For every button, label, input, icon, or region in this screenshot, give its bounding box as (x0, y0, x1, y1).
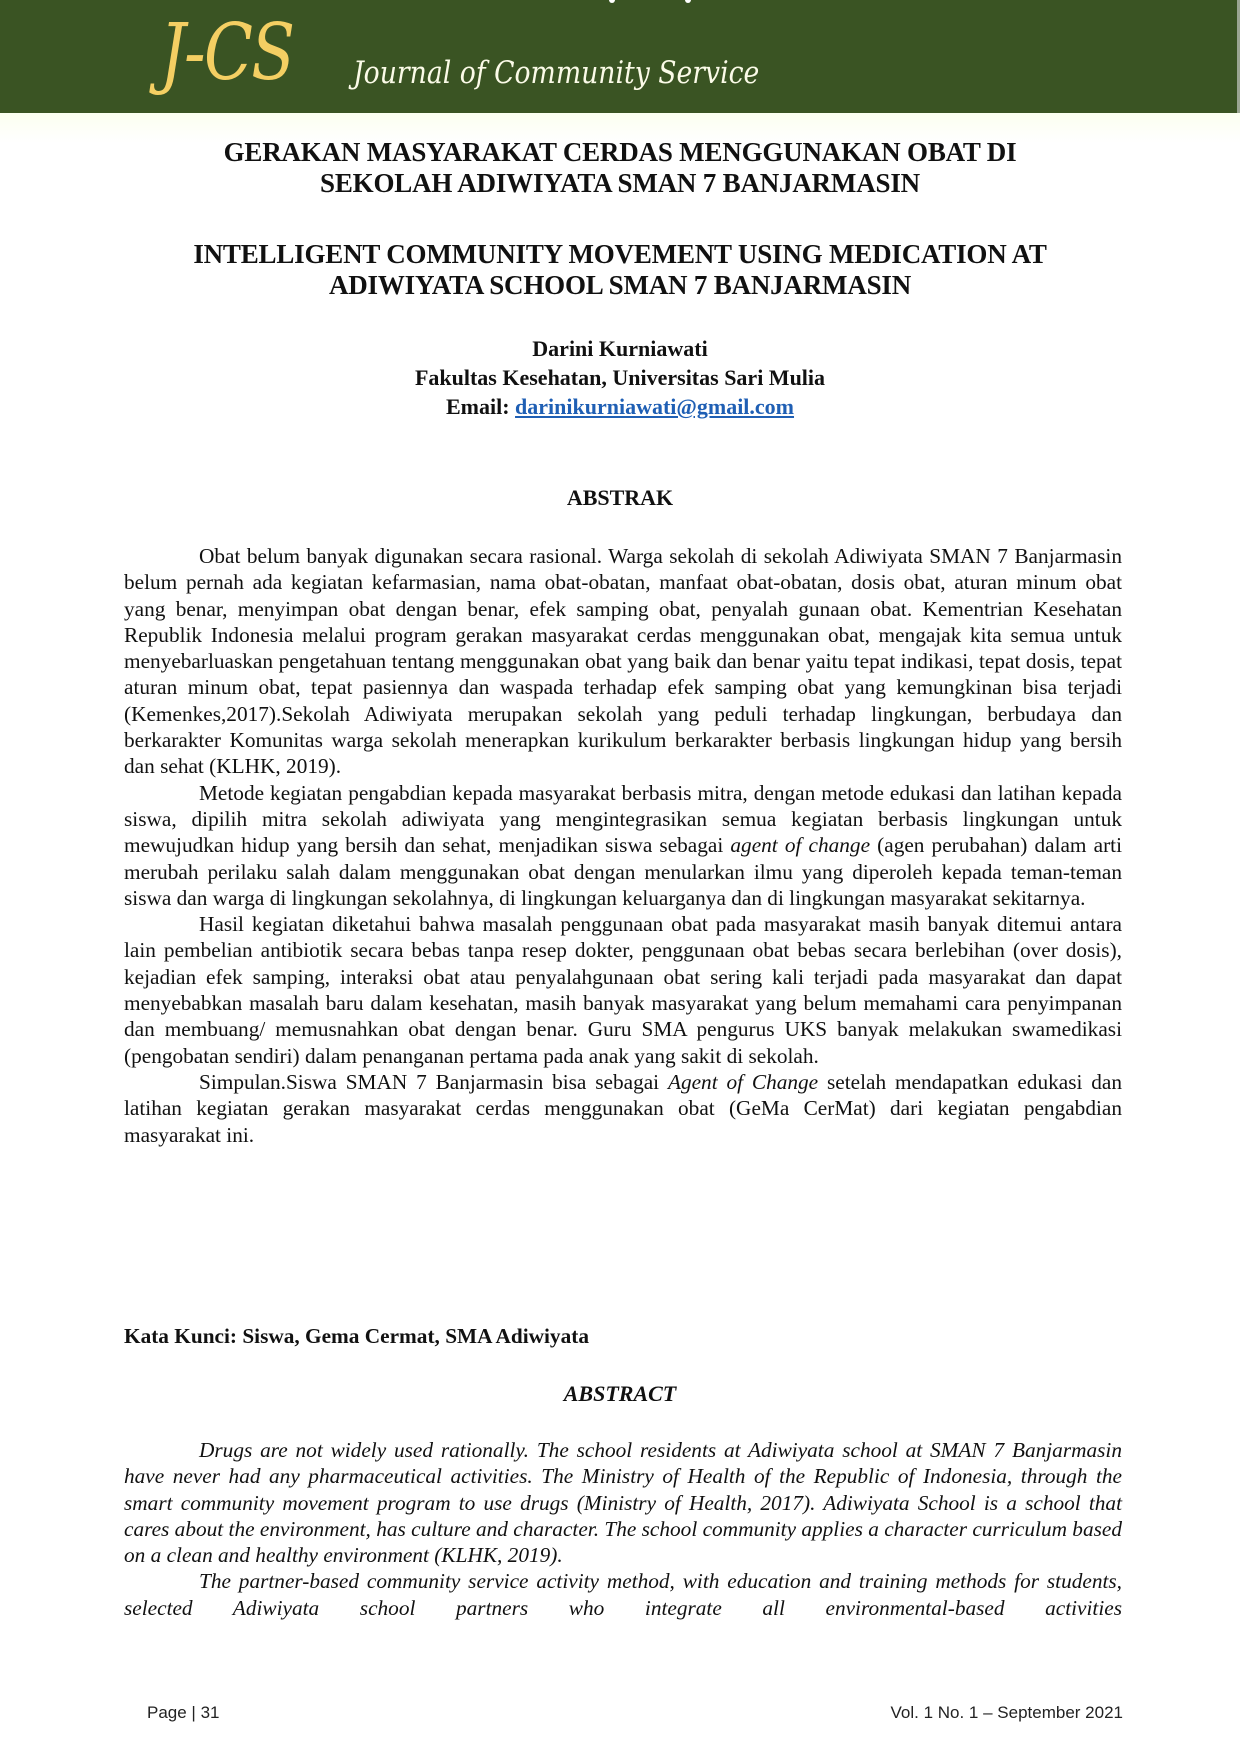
author-affiliation: Fakultas Kesehatan, Universitas Sari Mulia (414, 365, 826, 390)
italic-term: Agent of Change (667, 1069, 819, 1094)
title-english-line2: ADIWIYATA SCHOOL SMAN 7 BANJARMASIN (328, 270, 912, 300)
author-email-line (0, 392, 1240, 421)
title-indonesian-line2: SEKOLAH ADIWIYATA SMAN 7 BANJARMASIN (320, 168, 920, 198)
title-english (0, 239, 1240, 301)
abstrak-paragraph-2 (124, 780, 1122, 911)
abstract-paragraph-2: The partner-based community service activity method, with education and training methods for students, selected Adiwiyata school partners who integrate all environmental-based activities (124, 1569, 1122, 1620)
abstract-heading: ABSTRACT (563, 1381, 677, 1406)
page-number: Page | 31 (147, 1703, 220, 1722)
journal-banner (0, 0, 1237, 113)
abstrak-heading: ABSTRAK (566, 485, 674, 510)
abstrak-body (124, 543, 1122, 1148)
author-email-link[interactable]: darinikurniawati@gmail.com (515, 394, 795, 419)
abstrak-paragraph-4 (124, 1069, 1122, 1148)
text-run: setelah mendapatkan edukasi dan latihan kegiatan gerakan masyarakat cerdas menggunakan obat (GeMa CerMat) dari kegiatan pengabdian masyarakat ini. (124, 1069, 1123, 1147)
abstract-paragraph-1: Drugs are not widely used rationally. The school residents at Adiwiyata school at SMAN 7 Banjarmasin have never had any pharmaceutical activities. The Ministry of Health of the Republic of Indonesia, through the smart community movement program to use drugs (Ministry of Health, 2017). Adiwiyata School is a school that cares about the environment, has culture and character. The school community applies a character curriculum based on a clean and healthy environment (KLHK, 2019). (124, 1438, 1122, 1568)
clipped-glyph (609, 0, 615, 3)
abstrak-paragraph-1: Obat belum banyak digunakan secara rasional. Warga sekolah di sekolah Adiwiyata SMAN 7 Banjarmasin belum pernah ada kegiatan kefarmasian, nama obat-obatan, manfaat obat-obatan, dosis obat, aturan minum obat yang benar, menyimpan obat dengan benar, efek samping obat, penyalah gunaan obat. Kementrian Kesehatan Republik Indonesia melalui program gerakan masyarakat cerdas menggunakan obat, mengajak kita semua untuk menyebarluaskan pengetahuan tentang menggunakan obat yang baik dan benar yaitu tepat indikasi, tepat dosis, tepat aturan minum obat, tepat pasiennya dan waspada terhadap efek samping obat yang kemungkinan bisa terjadi (Kemenkes,2017).Sekolah Adiwiyata merupakan sekolah yang peduli terhadap lingkungan, berbudaya dan berkarakter Komunitas warga sekolah menerapkan kurikulum berkarakter berbasis lingkungan hidup yang bersih dan sehat (KLHK, 2019). (124, 544, 1122, 779)
title-indonesian (0, 137, 1240, 199)
author-block (0, 334, 1240, 421)
journal-name: Journal of Community Service (353, 55, 760, 91)
title-indonesian-line1: GERAKAN MASYARAKAT CERDAS MENGGUNAKAN OBAT DI (223, 137, 1017, 167)
italic-term: agent of change (730, 833, 871, 858)
text-run: (agen perubahan) dalam arti merubah perilaku salah dalam menggunakan obat dengan menularkan ilmu yang diperoleh kepada teman-teman siswa dan warga di lingkungan sekolahnya, di lingkungan keluarganya dan di lingkungan masyarakat sekitarnya. (124, 833, 1122, 910)
email-label: Email: (445, 394, 510, 419)
journal-logo: J-CS (160, 8, 294, 98)
clipped-glyph (685, 0, 691, 3)
text-run: Metode kegiatan pengabdian kepada masyarakat berbasis mitra, dengan metode edukasi dan latihan kepada siswa, dipilih mitra sekolah adiwiyata yang mengintegrasikan semua kegiatan berbasis lingkungan untuk mewujudkan hidup yang bersih dan sehat, menjadikan siswa sebagai (124, 780, 1122, 858)
abstrak-paragraph-3: Hasil kegiatan diketahui bahwa masalah penggunaan obat pada masyarakat masih banyak ditemui antara lain pembelian antibiotik secara bebas tanpa resep dokter, penggunaan obat bebas secara berlebihan (over dosis), kejadian efek samping, interaksi obat atau penyalahgunaan obat sering kali terjadi pada masyarakat dan dapat menyebabkan masalah baru dalam kesehatan, masih banyak masyarakat yang belum memahami cara penyimpanan dan membuang/ memusnahkan obat dengan benar. Guru SMA pengurus UKS banyak melakukan swamedikasi (pengobatan sendiri) dalam penanganan pertama pada anak yang sakit di sekolah. (124, 912, 1122, 1068)
author-name: Darini Kurniawati (532, 336, 708, 361)
issue-info: Vol. 1 No. 1 – September 2021 (890, 1703, 1123, 1722)
keywords: Kata Kunci: Siswa, Gema Cermat, SMA Adiwiyata (124, 1324, 589, 1348)
text-run: Simpulan.Siswa SMAN 7 Banjarmasin bisa sebagai (199, 1069, 668, 1094)
title-english-line1: INTELLIGENT COMMUNITY MOVEMENT USING MEDICATION AT (193, 239, 1047, 269)
abstract-body (124, 1437, 1122, 1621)
